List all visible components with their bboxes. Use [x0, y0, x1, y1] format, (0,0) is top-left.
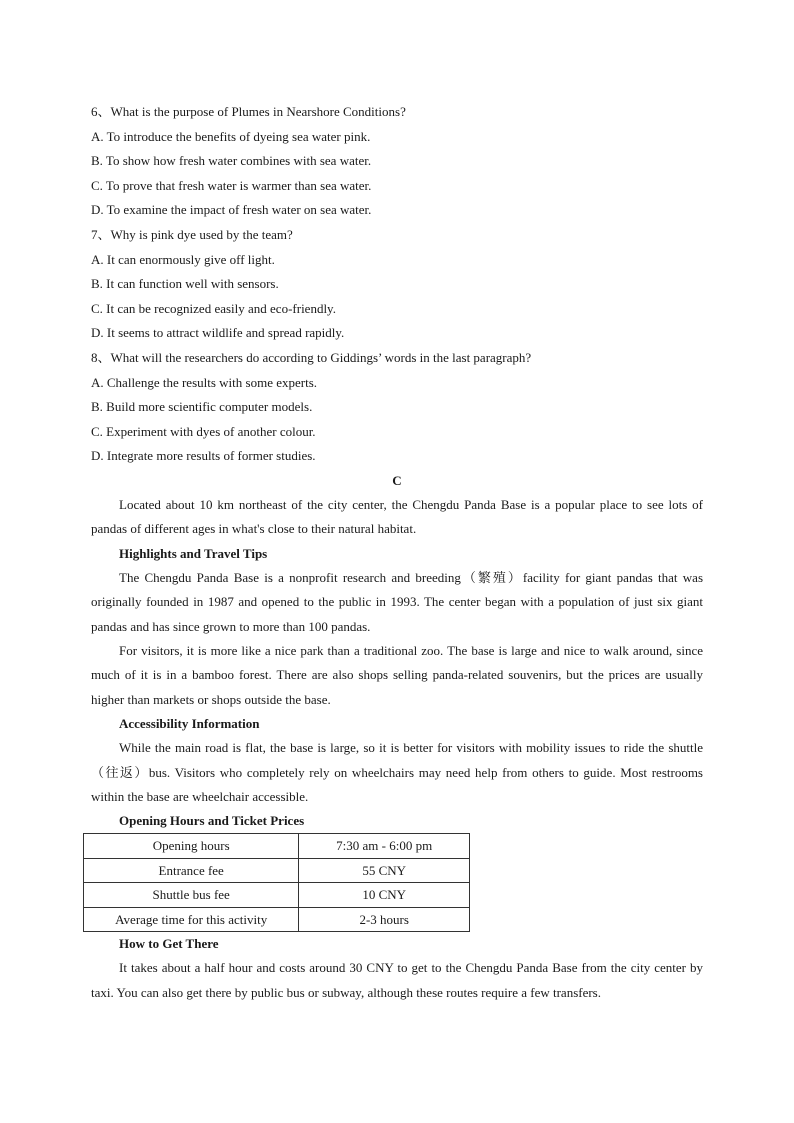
question-6-stem: 6、What is the purpose of Plumes in Nearshore Conditions? [91, 104, 406, 119]
intro-paragraph: Located about 10 km northeast of the city center, the Chengdu Panda Base is a popular place to see lots of pandas of different ages in what's close to their natural habitat. [91, 496, 703, 537]
section-letter: C [392, 472, 402, 488]
get-there-heading: How to Get There [119, 936, 219, 952]
table-row [84, 883, 470, 908]
question-7-stem: 7、Why is pink dye used by the team? [91, 226, 293, 242]
table-cell-label: Entrance fee [84, 858, 299, 883]
table-cell-value: 10 CNY [299, 883, 470, 908]
accessibility-heading: Accessibility Information [119, 716, 260, 732]
table-row [84, 858, 470, 883]
question-7-option-a: A. It can enormously give off light. [91, 251, 275, 267]
table-cell-label: Shuttle bus fee [84, 883, 299, 908]
hours-heading: Opening Hours and Ticket Prices [119, 813, 305, 829]
question-7-option-b: B. It can function well with sensors. [91, 276, 279, 292]
table-cell-label: Average time for this activity [84, 907, 299, 932]
highlights-paragraph-2: For visitors, it is more like a nice park than a traditional zoo. The base is large and nice to walk around, since much of it is in a bamboo forest. There are also shops selling panda-related souvenirs, but the prices are usually higher than markets or shops outside the base. [91, 642, 703, 707]
document-page [91, 100, 703, 1005]
table-row [84, 907, 470, 932]
get-there-paragraph: It takes about a half hour and costs around 30 CNY to get to the Chengdu Panda Base from the city center by taxi. You can also get there by public bus or subway, although these routes require a few transfers. [91, 960, 703, 1000]
question-6-option-c: C. To prove that fresh water is warmer than sea water. [91, 177, 372, 193]
highlights-paragraph-1: The Chengdu Panda Base is a nonprofit research and breeding（繁殖）facility for giant pandas that was originally founded in 1987 and opened to the public in 1993. The center began with a population of just six giant pandas and has since grown to more than 100 pandas. [91, 569, 703, 634]
question-7-option-d: D. It seems to attract wildlife and spread rapidly. [91, 325, 345, 341]
highlights-heading: Highlights and Travel Tips [119, 545, 268, 561]
question-8-option-b: B. Build more scientific computer models. [91, 399, 313, 415]
question-7-option-c: C. It can be recognized easily and eco-friendly. [91, 300, 336, 316]
accessibility-paragraph: While the main road is flat, the base is large, so it is better for visitors with mobility issues to ride the shuttle（往返）bus. Visitors who completely rely on wheelchairs may need help from others to guide. Most restrooms within the base are wheelchair accessible. [91, 740, 703, 804]
table-cell-label: Opening hours [84, 834, 299, 859]
table-cell-value: 55 CNY [299, 858, 470, 883]
question-6-option-d: D. To examine the impact of fresh water on sea water. [91, 202, 372, 218]
question-6-option-a: A. To introduce the benefits of dyeing sea water pink. [91, 128, 371, 144]
table-row [84, 834, 470, 859]
question-8-option-a: A. Challenge the results with some experts. [91, 374, 318, 390]
table-cell-value: 2-3 hours [299, 907, 470, 932]
hours-prices-table [83, 833, 470, 932]
question-8-option-d: D. Integrate more results of former studies. [91, 448, 316, 464]
question-8-stem: 8、What will the researchers do according to Giddings’ words in the last paragraph? [91, 349, 532, 365]
table-cell-value: 7:30 am - 6:00 pm [299, 834, 470, 859]
question-6-option-b: B. To show how fresh water combines with sea water. [91, 153, 372, 169]
question-8-option-c: C. Experiment with dyes of another colour. [91, 423, 316, 439]
